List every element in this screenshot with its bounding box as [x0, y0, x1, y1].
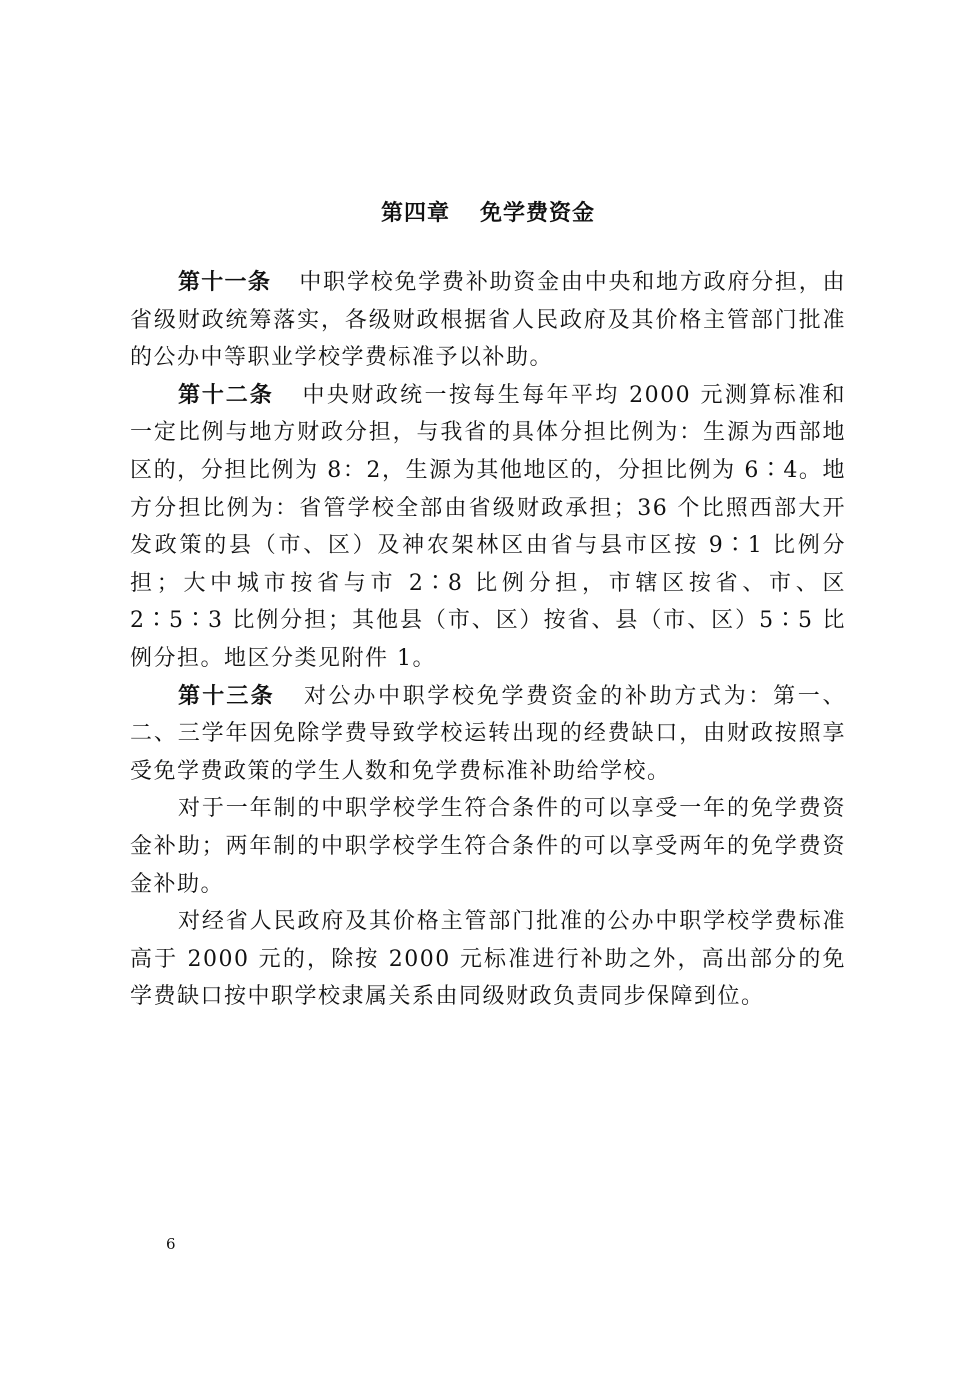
article-heading: 第十三条	[178, 683, 275, 709]
chapter-number: 第四章	[380, 201, 450, 226]
article-heading: 第十二条	[178, 382, 274, 408]
page-number: 6	[166, 1235, 176, 1253]
chapter-name: 免学费资金	[480, 201, 596, 226]
article-11	[130, 264, 846, 377]
article-13	[130, 678, 846, 791]
chapter-title	[130, 196, 846, 232]
document-body	[130, 264, 846, 1016]
paragraph-above-standard: 对经省人民政府及其价格主管部门批准的公办中职学校学费标准高于 2000 元的，除按 2000 元标准进行补助之外，高出部分的免学费缺口按中职学校隶属关系由同级财政负责同步保障到位。	[130, 909, 846, 1010]
article-text: 对公办中职学校免学费资金的补助方式为：第一、二、三学年因免除学费导致学校运转出现的经费缺口，由财政按照享受免学费政策的学生人数和免学费标准补助给学校。	[130, 683, 846, 784]
paragraph-one-two-year: 对于一年制的中职学校学生符合条件的可以享受一年的免学费资金补助；两年制的中职学校学生符合条件的可以享受两年的免学费资金补助。	[130, 796, 846, 897]
article-text: 中央财政统一按每生每年平均 2000 元测算标准和一定比例与地方财政分担，与我省的具体分担比例为：生源为西部地区的，分担比例为 8：2，生源为其他地区的，分担比例为 6∶4。地方分担比例为：省管学校全部由省级财政承担；36 个比照西部大开发政策的县（市、区）及神农架林区由省与县市区按 9∶1 比例分担；大中城市按省与市 2∶8 比例分担，市辖区按省、市、区 2∶5∶3 比例分担；其他县（市、区）按省、县（市、区）5∶5 比例分担。地区分类见附件 1。	[130, 382, 846, 671]
article-text: 中职学校免学费补助资金由中央和地方政府分担，由省级财政统筹落实，各级财政根据省人民政府及其价格主管部门批准的公办中等职业学校学费标准予以补助。	[130, 270, 846, 371]
article-heading: 第十一条	[178, 270, 272, 295]
article-12	[130, 377, 846, 678]
